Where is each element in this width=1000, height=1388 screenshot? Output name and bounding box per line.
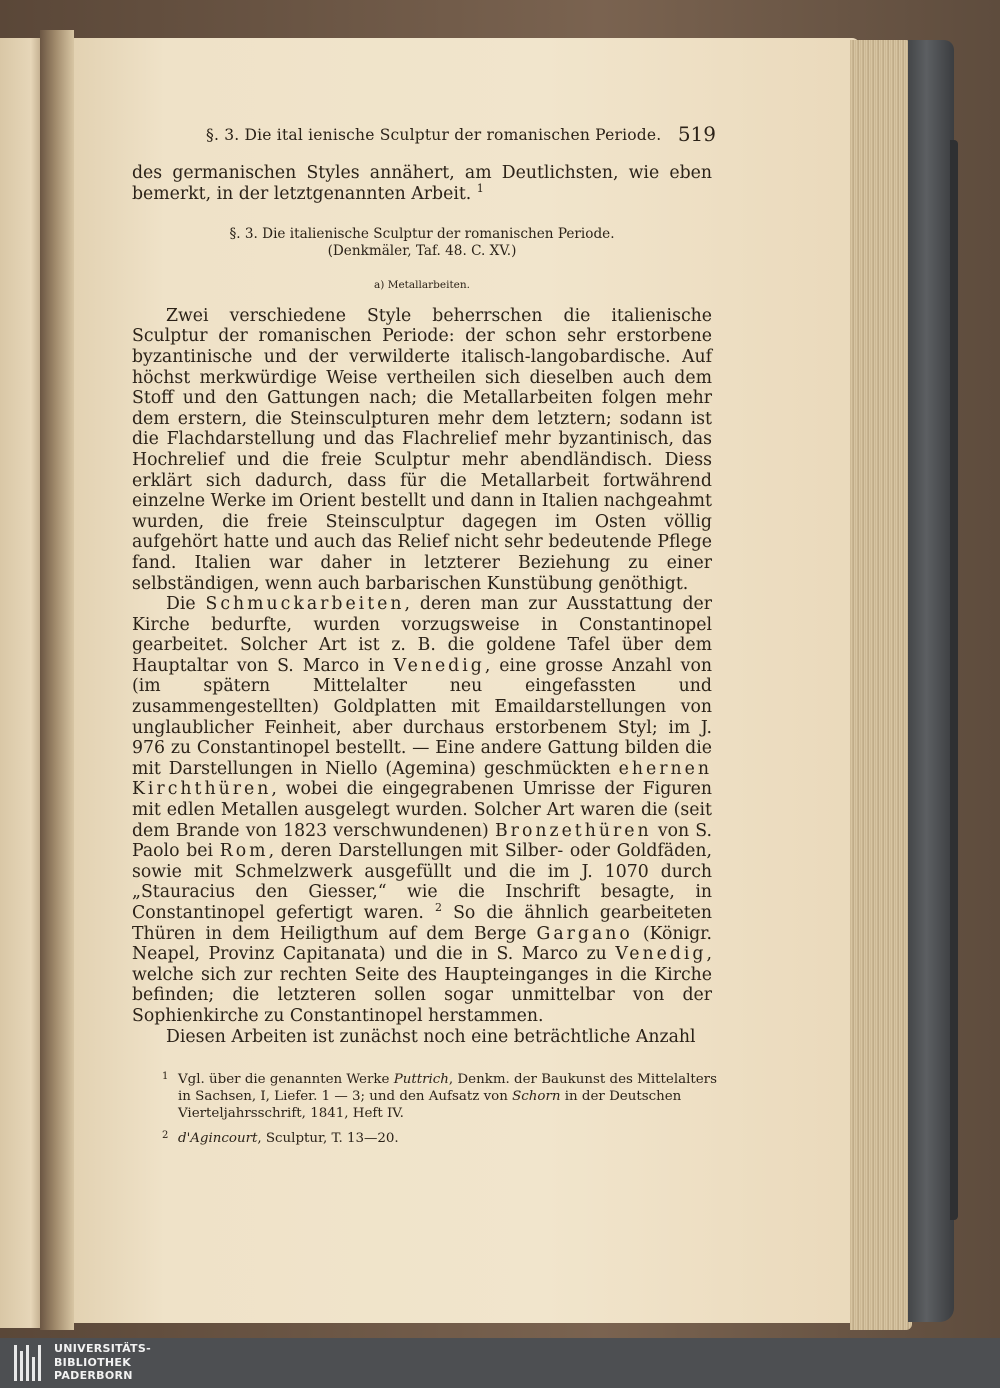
paragraph-2 (132, 594, 712, 1026)
p2-text-p: , welche sich zur rechten Seite des Haupteinganges in die Kirche befinden; die letzteren sollen sogar unmittelbar von der Sophienkirche zu Constantinopel herstammen. (132, 944, 712, 1026)
emphasis-kirchthueren: ehernen Kirchthüren (132, 758, 713, 800)
footnote-2-mark: 2 (162, 1130, 169, 1141)
emphasis-bronzethueren: Bronzethüren (494, 820, 652, 841)
book-cover (908, 40, 954, 1322)
section-title: §. 3. Die italienische Sculptur der romanischen Periode. (229, 226, 615, 243)
p2-text-c: , deren man zur Ausstattung der Kirche bedurfte, wurden vorzugsweise in Constantinopel gearbeitet. Solcher Art ist z. B. die goldene Tafel über dem Hauptaltar von S. Marco in (132, 594, 712, 676)
library-footer (0, 1338, 1000, 1388)
section-reference: (Denkmäler, Taf. 48. C. XV.) (327, 243, 517, 260)
footnote-1-pre: Vgl. über die genannten Werke (178, 1072, 390, 1087)
section-heading (132, 226, 712, 260)
library-name-line-3: PADERBORN (54, 1369, 133, 1382)
footnotes (162, 1071, 722, 1155)
page-edges (850, 40, 912, 1330)
footnote-1 (162, 1071, 722, 1122)
running-title: §. 3. Die ital ienische Sculptur der romanischen Periode. (206, 126, 662, 144)
paragraph-1: Zwei verschiedene Style beherrschen die italienische Sculptur der romanischen Periode: der schon sehr erstorbene byzantinische und der verwilderte italisch-langobardische. Auf höchst merkwürdige Weise vertheilen sich dieselben auch dem Stoff und den Gattungen nach; die Metallarbeiten folgen mehr dem erstern, die Steinsculpturen mehr dem letztern; sodann ist die Flachdarstellung und das Flachrelief mehr byzantinisch, das Hochrelief und die freie Sculptur mehr abendländisch. Diess erklärt sich dadurch, dass für die Metallarbeit fortwährend einzelne Werke im Orient bestellt und dann in Italien nachgeahmt wurden, die freie Steinsculptur dagegen im Osten völlig aufgehört hatte und auch das Relief nicht sehr bedeutende Pflege fand. Italien war daher in letzterer Beziehung zu einer selbständigen, wenn auch barbarischen Kunstübung genöthigt. (132, 305, 712, 594)
footnote-2 (162, 1130, 722, 1147)
page-header (206, 122, 716, 148)
footnote-1-mark: 1 (162, 1071, 169, 1082)
library-name (54, 1342, 151, 1383)
emphasis-venedig-2: Venedig (615, 944, 707, 965)
emphasis-gargano: Gargano (536, 923, 633, 944)
footnote-ref-2: 2 (434, 901, 442, 915)
footnote-2-post: , Sculptur, T. 13—20. (257, 1131, 399, 1146)
emphasis-venedig: Venedig (393, 655, 485, 676)
p2-text-g: , wobei die eingegrabenen Umrisse der Figuren mit edlen Metallen ausgelegt wurden. Solcher Art waren die (seit dem Brande von 1823 verschwundenen) (132, 779, 712, 841)
intro-text: des germanischen Styles annähert, am Deutlichsten, wie eben bemerkt, in der letztgenannten Arbeit. (132, 163, 712, 204)
p2-text-k: , deren Darstellungen mit Silber- oder Goldfäden, sowie mit Schmelzwerk ausgefüllt und die im J. 1070 durch „Stauracius den Giesser,“ wie die Inschrift besagte, in Constantinopel gefertigt waren. (132, 841, 712, 923)
p2-text-e: , eine grosse Anzahl von (im spätern Mittelalter neu eingefassten und zusammengestellten) Goldplatten mit Emaildarstellungen von unglaublicher Feinheit, aber durchaus erstorbenem Styl; im J. 976 zu Constantinopel bestellt. — Eine andere Gattung bilden die mit Darstellungen in Niello (Agemina) geschmückten (132, 655, 712, 779)
library-logo-icon (14, 1345, 46, 1381)
page-number: 519 (677, 122, 716, 146)
left-page-edge (0, 38, 45, 1328)
footnote-1-author-2: Schorn (512, 1089, 561, 1104)
emphasis-rom: Rom (219, 841, 269, 862)
p2-text-n: (Königr. Neapel, Provinz Capitanata) und die in S. Marco zu (132, 923, 713, 965)
footnote-2-author: d'Agincourt (178, 1131, 258, 1146)
book-cover-edge (950, 140, 958, 1220)
p2-text-l: So die ähnlich gearbeiteten Thüren in dem Heiligthum auf dem Berge (132, 903, 713, 944)
library-name-line-1: UNIVERSITÄTS- (54, 1342, 151, 1355)
book-gutter (40, 30, 74, 1330)
p2-text-a: Die (166, 594, 196, 615)
emphasis-schmuckarbeiten: Schmuckarbeiten (205, 594, 405, 615)
subsection-heading: a) Metallarbeiten. (374, 279, 470, 292)
footnote-1-author: Puttrich (393, 1072, 449, 1087)
intro-paragraph (132, 163, 712, 204)
paragraph-3: Diesen Arbeiten ist zunächst noch eine beträchtliche Anzahl (166, 1026, 696, 1047)
footnote-1-mid: , Denkm. der Baukunst des Mittelalters in Sachsen, I, Liefer. 1 — 3; und den Aufsatz von (178, 1072, 717, 1104)
page-body (132, 163, 712, 1047)
p2-text-i: von S. Paolo bei (132, 820, 712, 862)
library-name-line-2: BIBLIOTHEK (54, 1355, 132, 1369)
footnote-1-post: in der Deutschen Vierteljahrsschrift, 1841, Heft IV. (178, 1089, 682, 1121)
footnote-ref-1: 1 (476, 181, 484, 195)
